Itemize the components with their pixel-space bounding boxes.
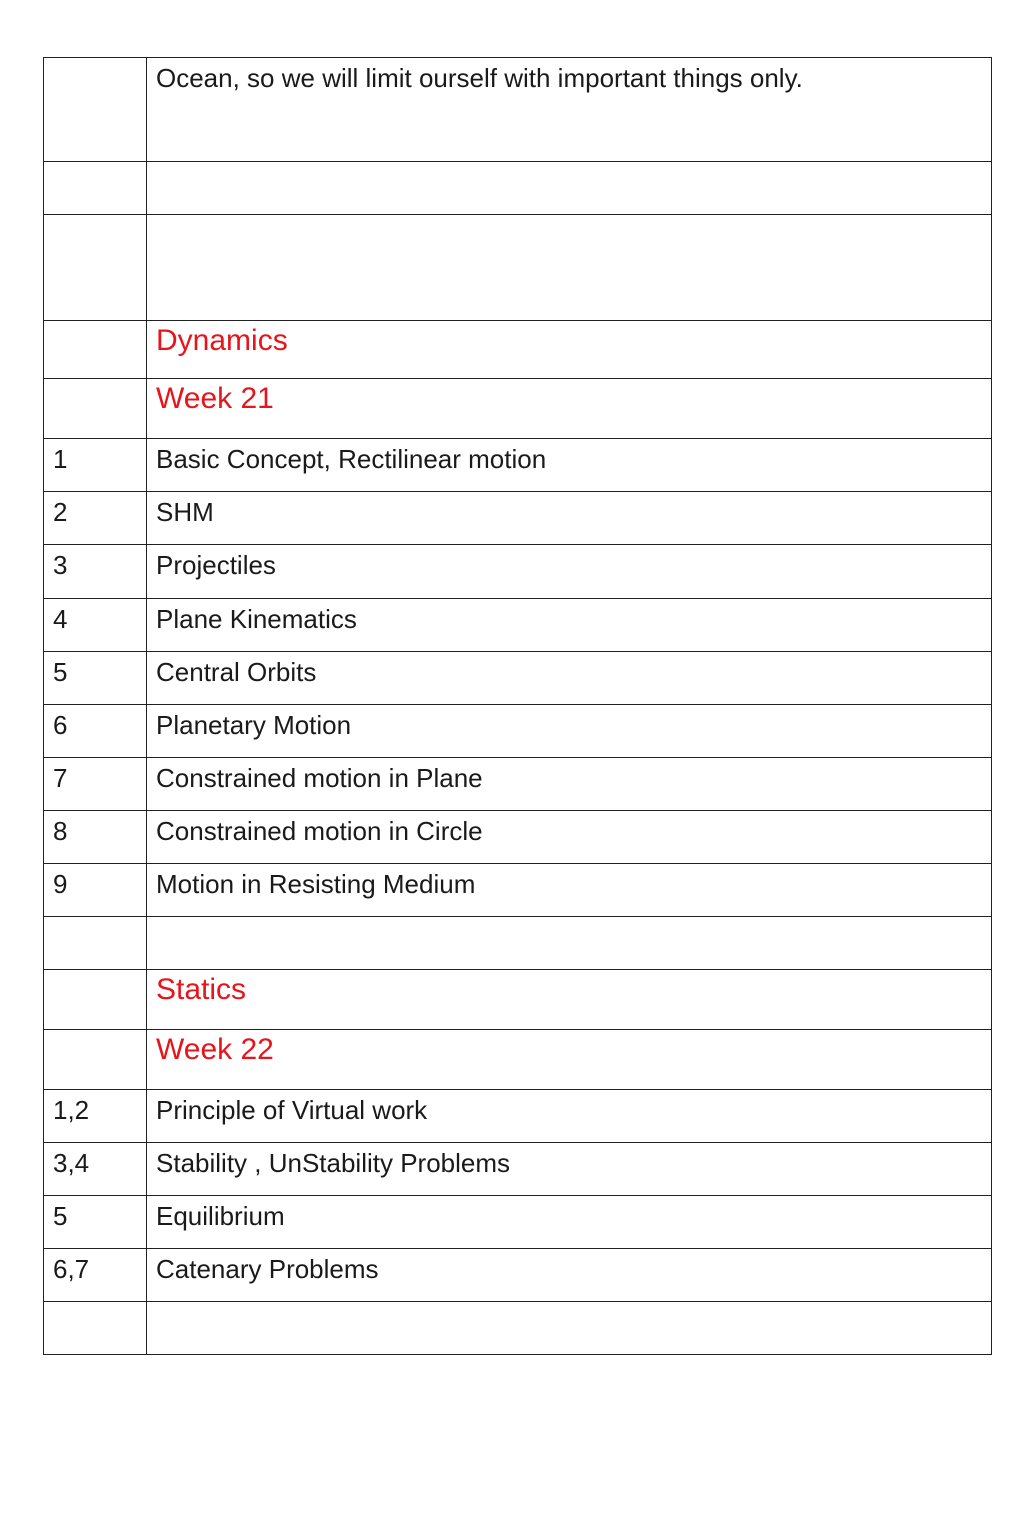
blank-row <box>44 917 992 970</box>
lecture-number-cell: 1 <box>44 439 147 492</box>
section-heading-row <box>44 379 992 439</box>
lecture-number-cell: 7 <box>44 758 147 811</box>
topic-cell: Plane Kinematics <box>147 599 992 652</box>
lecture-number-cell: 6,7 <box>44 1249 147 1302</box>
lecture-number-cell <box>44 321 147 379</box>
topic-cell: Catenary Problems <box>147 1249 992 1302</box>
lecture-number-cell <box>44 215 147 321</box>
topic-cell: Principle of Virtual work <box>147 1090 992 1143</box>
section-heading: Week 22 <box>147 1030 992 1090</box>
section-heading: Statics <box>147 970 992 1030</box>
topic-cell <box>147 215 992 321</box>
topic-cell <box>147 917 992 970</box>
lecture-number-cell <box>44 162 147 215</box>
lecture-number-cell <box>44 970 147 1030</box>
lecture-number-cell: 3 <box>44 545 147 599</box>
lecture-number-cell: 9 <box>44 864 147 917</box>
lecture-number-cell: 3,4 <box>44 1143 147 1196</box>
lecture-number-cell: 8 <box>44 811 147 864</box>
section-heading-row <box>44 970 992 1030</box>
table-row <box>44 652 992 705</box>
topic-cell: Central Orbits <box>147 652 992 705</box>
lecture-number-cell <box>44 379 147 439</box>
topic-cell: Equilibrium <box>147 1196 992 1249</box>
table-row <box>44 1143 992 1196</box>
table-row <box>44 1196 992 1249</box>
topic-cell: SHM <box>147 492 992 545</box>
lecture-number-cell <box>44 917 147 970</box>
table-row <box>44 758 992 811</box>
table-row <box>44 864 992 917</box>
lecture-number-cell: 5 <box>44 1196 147 1249</box>
table-row <box>44 1090 992 1143</box>
topic-cell <box>147 1302 992 1355</box>
section-heading-row <box>44 321 992 379</box>
table-row <box>44 705 992 758</box>
table-row <box>44 545 992 599</box>
lecture-number-cell <box>44 58 147 162</box>
table-row <box>44 439 992 492</box>
topic-cell: Constrained motion in Plane <box>147 758 992 811</box>
table-row <box>44 58 992 162</box>
lecture-number-cell: 1,2 <box>44 1090 147 1143</box>
topic-cell: Planetary Motion <box>147 705 992 758</box>
lecture-number-cell: 6 <box>44 705 147 758</box>
blank-row <box>44 1302 992 1355</box>
topic-cell: Ocean, so we will limit ourself with important things only. <box>147 58 992 162</box>
section-heading: Dynamics <box>147 321 992 379</box>
topic-cell: Basic Concept, Rectilinear motion <box>147 439 992 492</box>
lecture-number-cell <box>44 1030 147 1090</box>
blank-row <box>44 215 992 321</box>
topic-cell: Stability , UnStability Problems <box>147 1143 992 1196</box>
syllabus-table-body <box>44 58 992 1355</box>
table-row <box>44 492 992 545</box>
section-heading-row <box>44 1030 992 1090</box>
table-row <box>44 1249 992 1302</box>
syllabus-table <box>43 57 992 1355</box>
lecture-number-cell <box>44 1302 147 1355</box>
lecture-number-cell: 2 <box>44 492 147 545</box>
lecture-number-cell: 4 <box>44 599 147 652</box>
table-row <box>44 599 992 652</box>
lecture-number-cell: 5 <box>44 652 147 705</box>
topic-cell: Motion in Resisting Medium <box>147 864 992 917</box>
section-heading: Week 21 <box>147 379 992 439</box>
topic-cell: Constrained motion in Circle <box>147 811 992 864</box>
table-row <box>44 811 992 864</box>
topic-cell <box>147 162 992 215</box>
topic-cell: Projectiles <box>147 545 992 599</box>
blank-row <box>44 162 992 215</box>
